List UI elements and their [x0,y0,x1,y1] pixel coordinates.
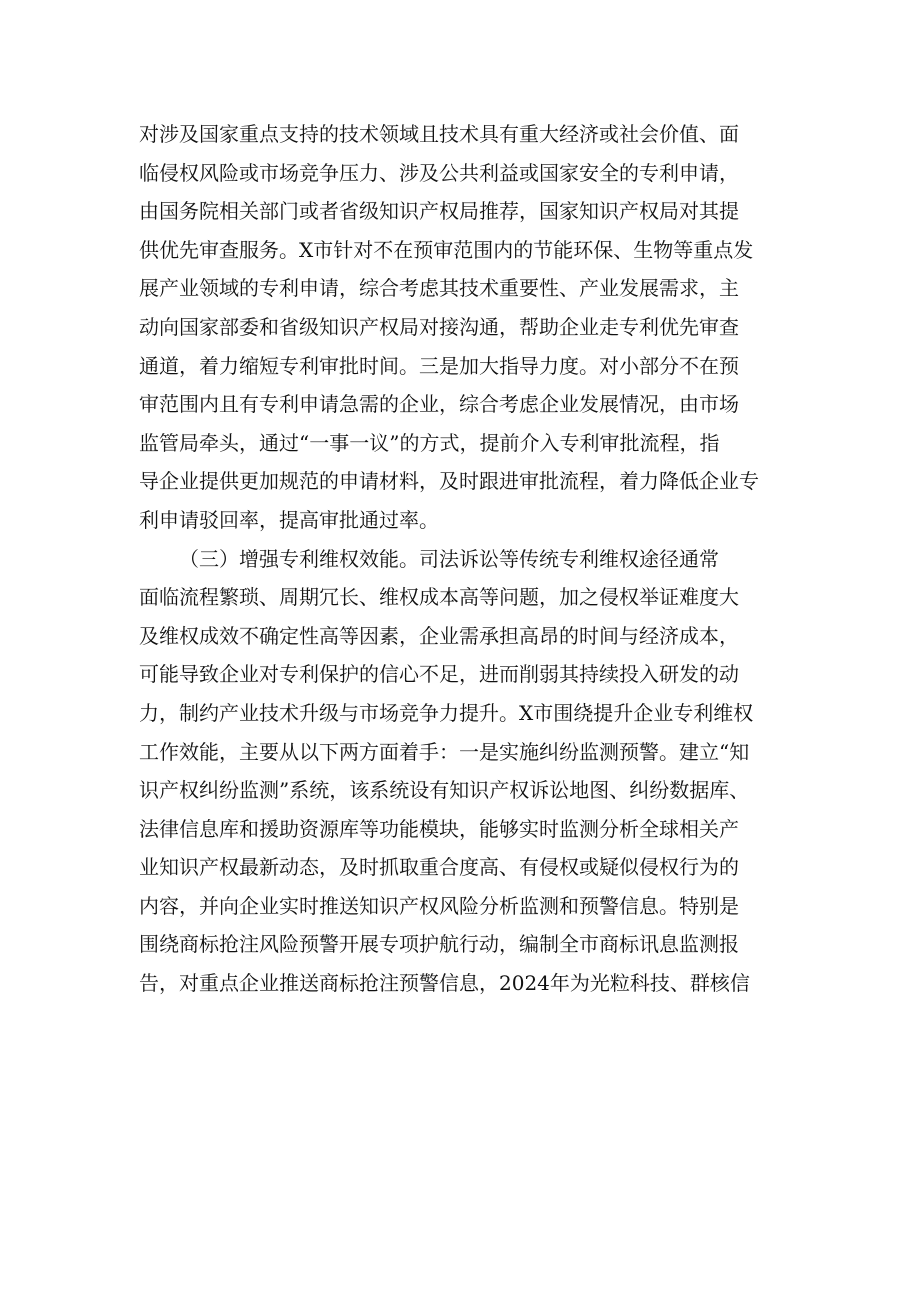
text-line: 利申请驳回率，提高审批通过率。 [139,507,439,532]
text-line: 对涉及国家重点支持的技术领域且技术具有重大经济或社会价值、面 [139,122,739,146]
text-line: 展产业领域的专利申请，综合考虑其技术重要性、产业发展需求，主 [139,276,739,301]
text-line: 识产权纠纷监测”系统，该系统设有知识产权诉讼地图、纠纷数据库、 [139,778,750,803]
text-line: 动向国家部委和省级知识产权局对接沟通，帮助企业走专利优先审查 [139,314,739,339]
text-line: 供优先审查服务。X市针对不在预审范围内的节能环保、生物等重点发 [139,237,754,262]
text-line: 审范围内且有专利申请急需的企业，综合考虑企业发展情况，由市场 [139,392,739,417]
body-text [139,115,799,1003]
text-line: 业知识产权最新动态，及时抓取重合度高、有侵权或疑似侵权行为的 [139,855,739,880]
text-line: 工作效能，主要从以下两方面着手：一是实施纠纷监测预警。建立“知 [139,739,750,764]
text-line: 围绕商标抢注风险预警开展专项护航行动，编制全市商标讯息监测报 [139,932,739,957]
text-line: 临侵权风险或市场竞争压力、涉及公共利益或国家安全的专利申请， [139,160,739,185]
text-line: 力，制约产业技术升级与市场竞争力提升。X市围绕提升企业专利维权 [139,700,754,725]
section-heading-line: （三）增强专利维权效能。司法诉讼等传统专利维权途径通常 [179,546,719,571]
text-line: 监管局牵头，通过“一事一议”的方式，提前介入专利审批流程，指 [139,430,720,455]
text-line: 及维权成效不确定性高等因素，企业需承担高昂的时间与经济成本， [139,623,739,648]
text-line: 导企业提供更加规范的申请材料，及时跟进审批流程，着力降低企业专 [139,469,759,494]
text-line: 可能导致企业对专利保护的信心不足，进而削弱其持续投入研发的动 [139,662,739,687]
text-line: 法律信息库和援助资源库等功能模块，能够实时监测分析全球相关产 [139,816,739,841]
text-line: 通道，着力缩短专利审批时间。三是加大指导力度。对小部分不在预 [139,353,739,378]
text-line: 内容，并向企业实时推送知识产权风险分析监测和预警信息。特别是 [139,893,739,918]
text-line: 由国务院相关部门或者省级知识产权局推荐，国家知识产权局对其提 [139,199,739,224]
text-line: 告，对重点企业推送商标抢注预警信息，2024年为光粒科技、群核信 [139,971,750,996]
text-line: 面临流程繁琐、周期冗长、维权成本高等问题，加之侵权举证难度大 [139,585,739,610]
